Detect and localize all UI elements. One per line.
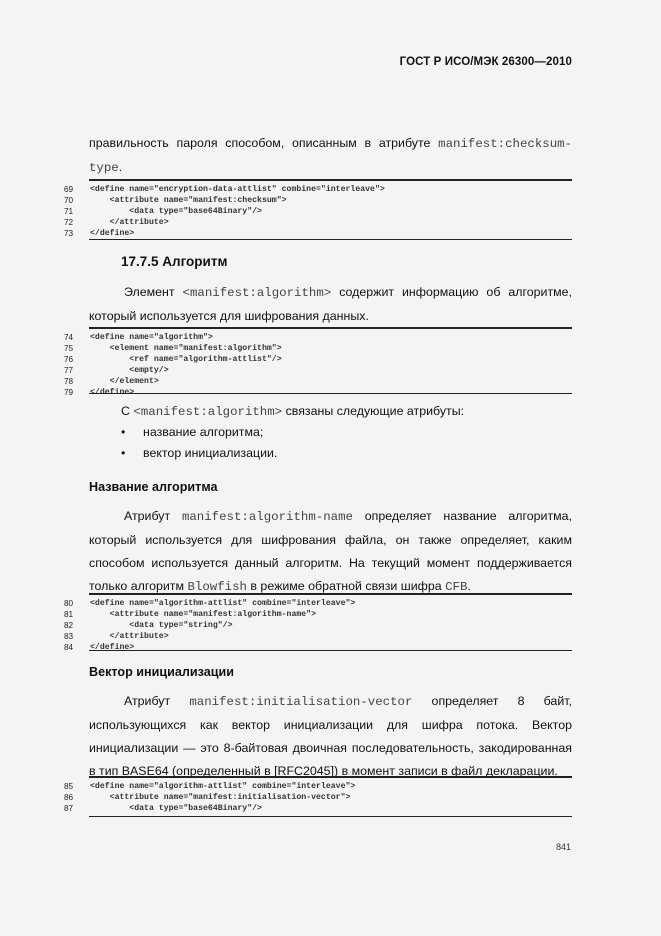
code-text: </attribute> — [90, 218, 169, 227]
code-block-algorithm — [60, 327, 572, 397]
inline-code: Blowfish — [187, 580, 247, 594]
code-text: <empty/> — [90, 366, 169, 375]
paragraph-init-vector — [89, 690, 572, 783]
code-text: <data type="base64Binary"/> — [90, 804, 262, 813]
line-number: 80 — [64, 599, 74, 608]
list-item-text: вектор инициализации. — [143, 446, 278, 460]
section-title: 17.7.5 Алгоритм — [121, 254, 228, 269]
paragraph-text: С — [121, 404, 130, 418]
paragraph-text: определяет 8 байт, использующихся как вектор инициализации для шифра потока. Вектор инициализации — это 8-байтовая двоичная последовательность, закодированная в тип BASE64 (определенный в [RFC2045]) в момент записи в файл декларации. — [89, 694, 572, 778]
code-block-bottom-rule — [89, 239, 572, 240]
bullet-marker: • — [121, 425, 126, 439]
code-block-top-rule — [89, 179, 572, 181]
paragraph-text: содержит информацию об алгоритме, который используется для шифрования данных. — [89, 285, 572, 323]
subheading-init-vector: Вектор инициализации — [89, 665, 234, 679]
code-text: <data type="base64Binary"/> — [90, 207, 262, 216]
paragraph-text: Элемент — [124, 285, 175, 299]
line-number: 74 — [64, 333, 74, 342]
code-block-top-rule — [89, 776, 572, 778]
paragraph-algorithm-element — [89, 281, 572, 328]
code-text: <ref name="algorithm-attlist"/> — [90, 355, 282, 364]
code-text: <element name="manifest:algorithm"> — [90, 344, 282, 353]
code-block-bottom-rule — [89, 650, 572, 651]
code-text: <define name="algorithm-attlist" combine="interleave"> — [90, 782, 356, 791]
code-block-top-rule — [89, 593, 572, 595]
line-number: 82 — [64, 621, 74, 630]
code-text: </define> — [90, 643, 135, 652]
inline-code: <manifest:algorithm> — [182, 286, 332, 300]
line-number: 69 — [64, 185, 74, 194]
code-text: <attribute name="manifest:algorithm-name"> — [90, 610, 317, 619]
code-text: <define name="encryption-data-attlist" combine="interleave"> — [90, 185, 385, 194]
line-number: 79 — [64, 388, 74, 397]
line-number: 76 — [64, 355, 74, 364]
paragraph-tail: . — [118, 160, 123, 174]
code-text: </define> — [90, 229, 135, 238]
paragraph-tail: . — [467, 579, 471, 593]
paragraph-text: определяет название алгоритма, который используется для шифрования файла, он также определяет, каким способом используется данный алгоритм. На текущий момент поддерживается только алгоритм — [89, 509, 572, 593]
inline-code: <manifest:algorithm> — [133, 405, 283, 419]
line-number: 81 — [64, 610, 74, 619]
line-number: 86 — [64, 793, 74, 802]
line-number: 83 — [64, 632, 74, 641]
code-block-algorithm-name — [60, 593, 572, 650]
line-number: 71 — [64, 207, 74, 216]
subheading-algorithm-name: Название алгоритма — [89, 480, 218, 494]
code-block-top-rule — [89, 327, 572, 329]
list-item-text: название алгоритма; — [143, 425, 264, 439]
code-text: </element> — [90, 377, 159, 386]
paragraph-text: правильность пароля способом, описанным в атрибуте — [89, 136, 431, 150]
running-header: ГОСТ Р ИСО/МЭК 26300—2010 — [399, 56, 572, 68]
code-text: <data type="string"/> — [90, 621, 233, 630]
code-block-encryption — [60, 179, 572, 239]
paragraph-checksum — [89, 132, 572, 180]
inline-code: manifest:initialisation-vector — [189, 695, 413, 709]
line-number: 85 — [64, 782, 74, 791]
line-number: 72 — [64, 218, 74, 227]
inline-code: CFB — [445, 580, 468, 594]
line-number: 78 — [64, 377, 74, 386]
code-block-init-vector — [60, 776, 572, 816]
line-number: 75 — [64, 344, 74, 353]
code-text: <attribute name="manifest:checksum"> — [90, 196, 287, 205]
code-block-bottom-rule — [89, 816, 572, 817]
paragraph-text: связаны следующие атрибуты: — [285, 404, 465, 418]
paragraph-text: в режиме обратной связи шифра — [250, 579, 442, 593]
inline-code: manifest:algorithm-name — [181, 510, 353, 524]
line-number: 84 — [64, 643, 74, 652]
line-number: 77 — [64, 366, 74, 375]
code-text: </attribute> — [90, 632, 169, 641]
list-item — [121, 446, 277, 460]
line-number: 87 — [64, 804, 74, 813]
code-text: <attribute name="manifest:initialisation-vector"> — [90, 793, 351, 802]
paragraph-text: Атрибут — [124, 509, 171, 523]
bullet-marker: • — [121, 446, 126, 460]
paragraph-text: Атрибут — [124, 694, 171, 708]
line-number: 73 — [64, 229, 74, 238]
code-text: <define name="algorithm"> — [90, 333, 213, 342]
line-number: 70 — [64, 196, 74, 205]
paragraph-algorithm-name — [89, 505, 572, 599]
code-block-bottom-rule — [89, 393, 572, 394]
list-item — [121, 425, 263, 439]
paragraph-attributes — [121, 400, 572, 424]
page-number: 841 — [555, 842, 571, 852]
code-text: </define> — [90, 388, 135, 397]
inline-code: manifest:checksum-type — [89, 137, 572, 175]
code-text: <define name="algorithm-attlist" combine="interleave"> — [90, 599, 356, 608]
